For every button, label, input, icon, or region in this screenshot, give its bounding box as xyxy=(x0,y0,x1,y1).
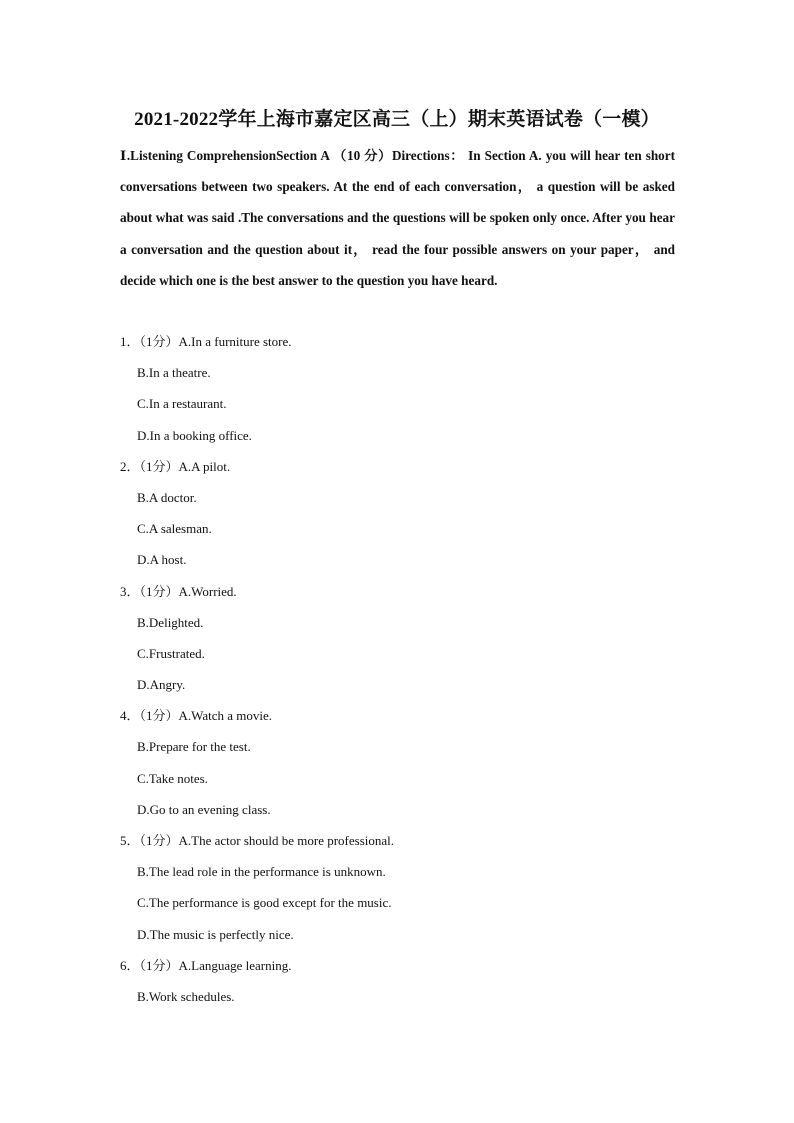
question-stem: 3．（1分）A.Worried. xyxy=(120,583,237,599)
question-stem: 6．（1分）A.Language learning. xyxy=(120,957,292,973)
question-1 xyxy=(120,326,680,451)
answer-option: B.The lead role in the performance is unknown. xyxy=(137,864,386,880)
answer-option: D.Angry. xyxy=(137,677,186,693)
question-4 xyxy=(120,700,680,825)
answer-option: B.In a theatre. xyxy=(137,365,211,381)
answer-option: D.Go to an evening class. xyxy=(137,801,271,817)
answer-option: B.Delighted. xyxy=(137,614,204,630)
question-2 xyxy=(120,451,680,576)
question-3 xyxy=(120,576,680,701)
answer-option: C.Take notes. xyxy=(137,770,208,786)
answer-option: C.A salesman. xyxy=(137,521,212,537)
answer-option: C.The performance is good except for the music. xyxy=(137,895,392,911)
question-stem: 4．（1分）A.Watch a movie. xyxy=(120,708,273,724)
answer-option: C.Frustrated. xyxy=(137,645,205,661)
answer-option: D.In a booking office. xyxy=(137,427,252,443)
answer-option: B.A doctor. xyxy=(137,489,197,505)
answer-option: B.Work schedules. xyxy=(137,988,235,1004)
question-stem: 1．（1分）A.In a furniture store. xyxy=(120,334,292,349)
question-6 xyxy=(120,950,680,1012)
question-stem: 2．（1分）A.A pilot. xyxy=(120,458,231,474)
listening-directions: Ⅰ.Listening ComprehensionSection A （10 分）Directions： In Section A. you will hear ten short conversations between two speakers. At the end of each conversation， a question will be asked about what was said .The conversations and the questions will be spoken only once. After you hear a conversation and the question about it， read the four possible answers on your paper， and decide which one is the best answer to the question you have heard. xyxy=(120,148,675,288)
answer-option: C.In a restaurant. xyxy=(137,396,227,412)
answer-option: D.A host. xyxy=(137,552,187,568)
question-stem: 5．（1分）A.The actor should be more professional. xyxy=(120,833,395,848)
question-list xyxy=(120,326,680,1012)
answer-option: D.The music is perfectly nice. xyxy=(137,926,294,942)
question-5 xyxy=(120,825,680,950)
answer-option: B.Prepare for the test. xyxy=(137,739,251,755)
exam-title: 2021-2022学年上海市嘉定区高三（上）期末英语试卷（一模） xyxy=(134,109,660,130)
